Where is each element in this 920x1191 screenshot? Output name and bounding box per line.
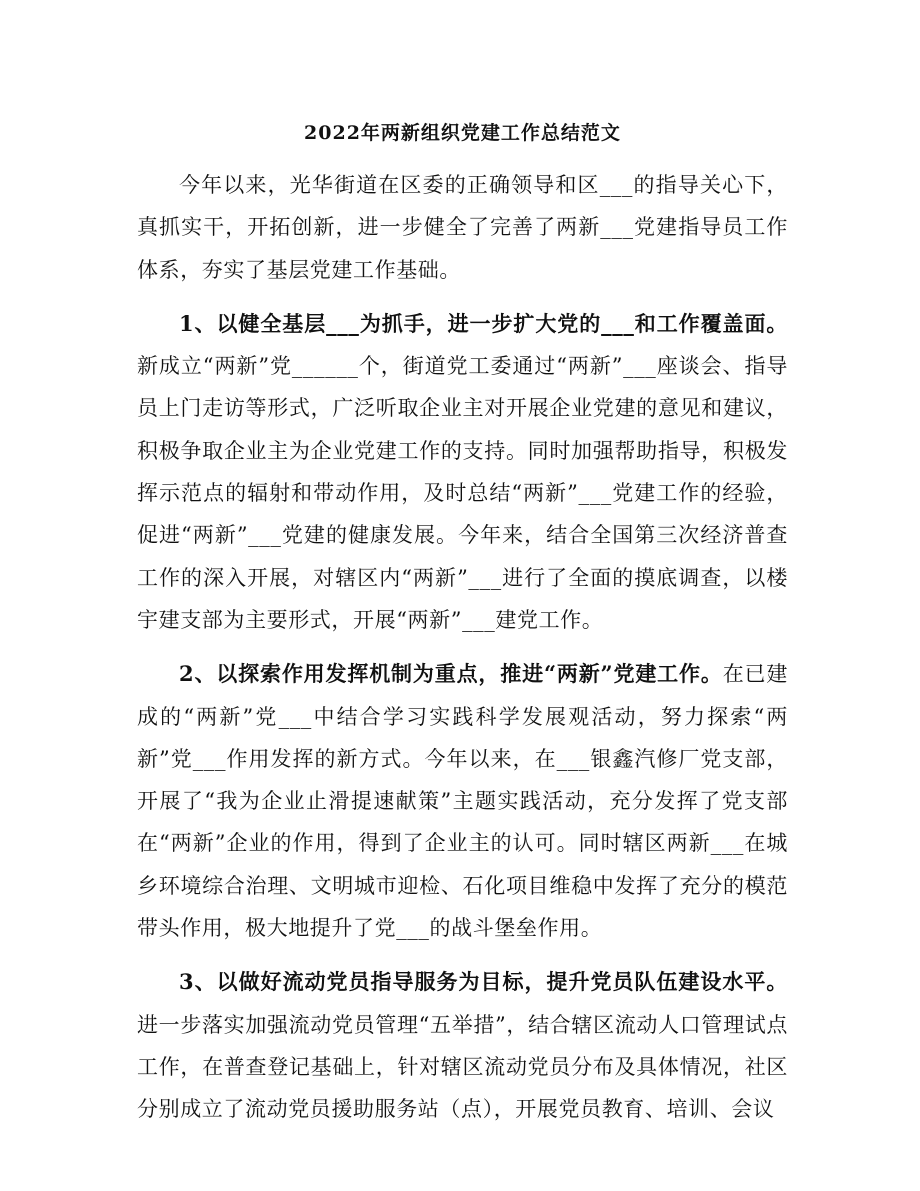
section-1-paragraph <box>137 303 788 641</box>
section-2-body: 在已建成的“两新”党___中结合学习实践科学发展观活动，努力探索“两新”党___作用发挥的新方式。今年以来，在___银鑫汽修厂党支部，开展了“我为企业止滑提速献策”主题实践活动，充分发挥了党支部在“两新”企业的作用，得到了企业主的认可。同时辖区两新___在城乡环境综合治理、文明城市迎检、石化项目维稳中发挥了充分的模范带头作用，极大地提升了党___的战斗堡垒作用。 <box>137 662 788 941</box>
document-title: 2022年两新组织党建工作总结范文 <box>304 122 621 144</box>
section-1-body: 新成立“两新”党______个，街道党工委通过“两新”___座谈会、指导员上门走访等形式，广泛听取企业主对开展企业党建的意见和建议，积极争取企业主为企业党建工作的支持。同时加强帮助指导，积极发挥示范点的辐射和带动作用，及时总结“两新”___党建工作的经验，促进“两新”___党建的健康发展。今年来，结合全国第三次经济普查工作的深入开展，对辖区内“两新”___进行了全面的摸底调查，以楼宇建支部为主要形式，开展“两新”___建党工作。 <box>137 354 788 632</box>
section-3-heading: 3、以做好流动党员指导服务为目标，提升党员队伍建设水平。 <box>179 969 788 995</box>
section-3-body: 进一步落实加强流动党员管理“五举措”，结合辖区流动人口管理试点工作，在普查登记基础上，针对辖区流动党员分布及具体情况，社区分别成立了流动党员援助服务站（点），开展党员教育、培训、会议 <box>137 1012 788 1122</box>
section-2-paragraph <box>137 653 788 949</box>
section-3-paragraph <box>137 961 788 1130</box>
intro-paragraph: 今年以来，光华街道在区委的正确领导和区___的指导关心下，真抓实干，开拓创新，进一步健全了完善了两新___党建指导员工作体系，夯实了基层党建工作基础。 <box>137 173 788 282</box>
section-1-heading: 1、以健全基层___为抓手，进一步扩大党的___和工作覆盖面。 <box>179 310 788 336</box>
section-2-heading: 2、以探索作用发挥机制为重点，推进“两新”党建工作。 <box>179 661 723 687</box>
